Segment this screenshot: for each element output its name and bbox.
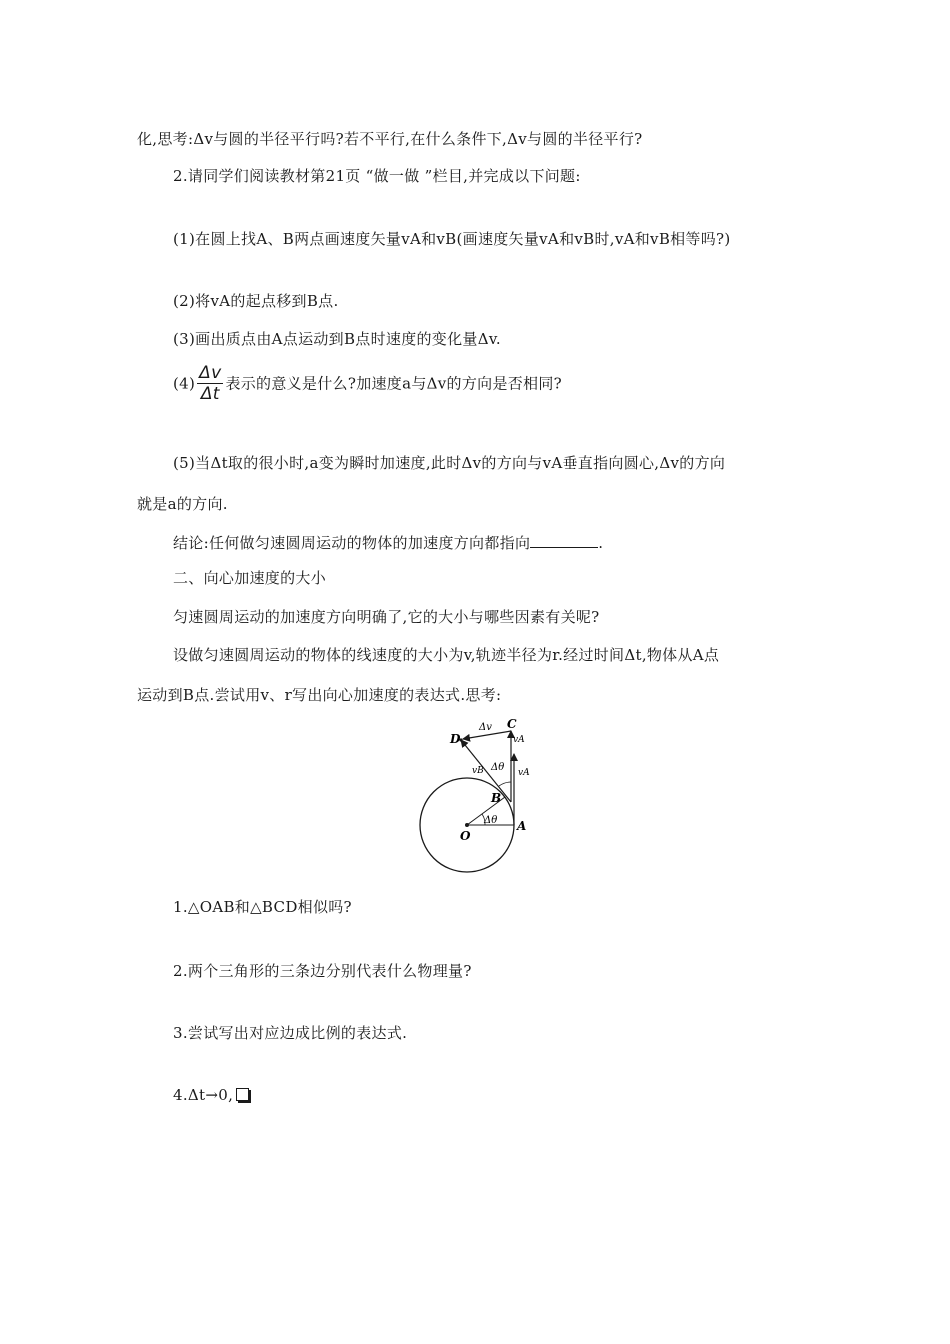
fill-blank bbox=[530, 533, 598, 548]
text-line: 2.请同学们阅读教材第21页 “做一做 ”栏目,并完成以下问题: bbox=[173, 167, 581, 185]
question-text: 4.Δt→0, bbox=[173, 1086, 234, 1104]
fraction-dv-dt bbox=[197, 363, 223, 404]
label-A: A bbox=[517, 819, 527, 833]
question-item: 3.尝试写出对应边成比例的表达式. bbox=[173, 1024, 408, 1042]
label-vA-upper: vA bbox=[513, 735, 525, 745]
question-text: 表示的意义是什么?加速度a与Δv的方向是否相同? bbox=[225, 374, 562, 393]
point-O-dot bbox=[465, 823, 469, 827]
conclusion-text: 结论:任何做匀速圆周运动的物体的加速度方向都指向 bbox=[173, 534, 531, 552]
conclusion-line bbox=[173, 533, 603, 553]
checkbox-icon bbox=[236, 1088, 249, 1101]
label-dtheta-top: Δθ bbox=[491, 762, 505, 773]
arc-dtheta-top bbox=[499, 782, 511, 786]
text-line: (1)在圆上找A、B两点画速度矢量vA和vB(画速度矢量vA和vB时,vA和vB相等吗?) bbox=[173, 230, 731, 248]
label-O: O bbox=[460, 829, 471, 843]
text-line: 运动到B点.尝试用v、r写出向心加速度的表达式.思考: bbox=[137, 686, 502, 704]
text-line: (5)当Δt取的很小时,a变为瞬时加速度,此时Δv的方向与vA垂直指向圆心,Δv的方向 bbox=[173, 454, 726, 472]
conclusion-end: . bbox=[598, 534, 604, 552]
fraction-denominator: Δt bbox=[200, 384, 220, 404]
text-line: 就是a的方向. bbox=[137, 495, 228, 513]
question-item: 1.△OAB和△BCD相似吗? bbox=[173, 898, 352, 916]
label-vA-lower: vA bbox=[518, 768, 530, 778]
section-heading: 二、向心加速度的大小 bbox=[173, 569, 327, 587]
label-D: D bbox=[450, 732, 461, 746]
fraction-question bbox=[173, 363, 562, 404]
text-line: (2)将vA的起点移到B点. bbox=[173, 292, 339, 310]
text-line: 匀速圆周运动的加速度方向明确了,它的大小与哪些因素有关呢? bbox=[173, 608, 600, 626]
question-item: 2.两个三角形的三条边分别代表什么物理量? bbox=[173, 962, 472, 980]
label-vB: vB bbox=[472, 766, 484, 776]
fraction-numerator: Δv bbox=[199, 363, 222, 383]
question-number: (4) bbox=[173, 374, 196, 393]
text-line: 化,思考:Δv与圆的半径平行吗?若不平行,在什么条件下,Δv与圆的半径平行? bbox=[137, 130, 643, 148]
text-line: 设做匀速圆周运动的物体的线速度的大小为v,轨迹半径为r.经过时间Δt,物体从A点 bbox=[173, 646, 720, 664]
circular-motion-figure bbox=[412, 710, 552, 875]
question-item-limit bbox=[173, 1085, 249, 1105]
text-line: (3)画出质点由A点运动到B点时速度的变化量Δv. bbox=[173, 330, 501, 348]
label-C: C bbox=[507, 717, 517, 731]
label-B: B bbox=[491, 791, 502, 805]
label-delta-v: Δv bbox=[479, 722, 492, 733]
label-dtheta-center: Δθ bbox=[484, 815, 498, 826]
